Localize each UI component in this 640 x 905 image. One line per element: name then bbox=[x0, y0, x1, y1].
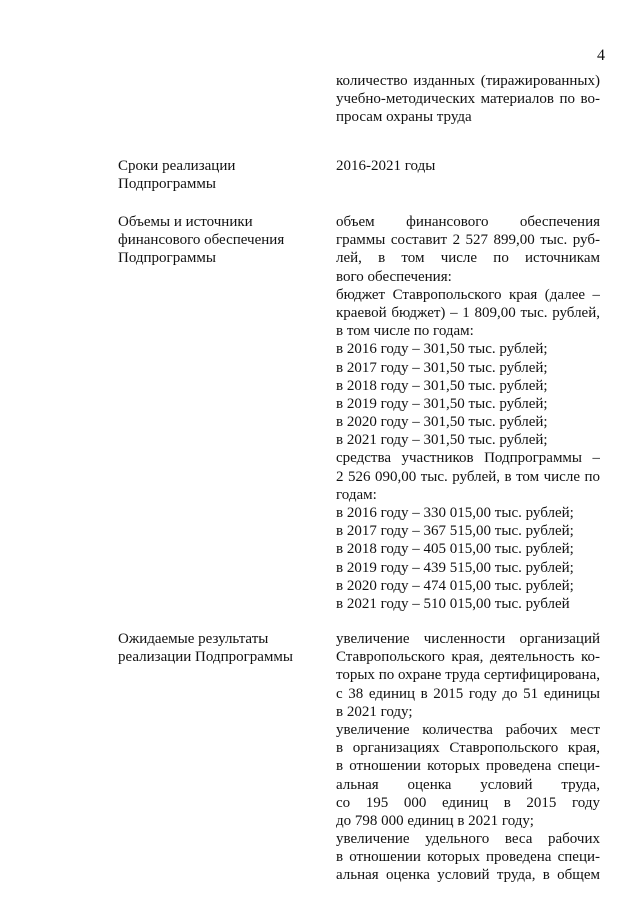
terms-label-line: Сроки реализации bbox=[118, 158, 236, 174]
funding-value bbox=[336, 213, 600, 613]
funding-value-line: граммы составит 2 527 899,00 тыс. руб- bbox=[336, 232, 600, 249]
funding-label-line: финансового обеспечения bbox=[118, 232, 285, 249]
results-label bbox=[118, 630, 308, 666]
results-value-line: торых по охране труда сертифицирована, bbox=[336, 667, 600, 684]
intro-line: учебно-методических материалов по во- bbox=[336, 91, 600, 108]
results-value-line: до 798 000 единиц в 2021 году; bbox=[336, 812, 534, 829]
funding-label bbox=[118, 213, 308, 268]
funding-year-line: в 2018 году – 405 015,00 тыс. рублей; bbox=[336, 541, 574, 558]
funding-year-line: в 2019 году – 301,50 тыс. рублей; bbox=[336, 395, 548, 412]
results-value-line: в отношении которых проведена специ- bbox=[336, 758, 600, 775]
funding-value-line: лей, в том числе по источникам bbox=[336, 250, 600, 267]
results-label-line: реализации Подпрограммы bbox=[118, 649, 293, 666]
results-value-line: в 2021 году; bbox=[336, 703, 413, 720]
results-value bbox=[336, 630, 600, 885]
funding-value-line: объем финансового обеспечения bbox=[336, 214, 600, 230]
funding-year-line: в 2021 году – 510 015,00 тыс. рублей bbox=[336, 595, 570, 612]
intro-text bbox=[336, 72, 600, 127]
results-value-line: в отношении которых проведена специ- bbox=[336, 849, 600, 866]
funding-value-line: бюджет Ставропольского края (далее – bbox=[336, 286, 600, 303]
funding-value-line: годам: bbox=[336, 486, 377, 503]
terms-label bbox=[118, 157, 308, 193]
funding-value-line: вого обеспечения: bbox=[336, 268, 452, 285]
funding-year-line: в 2019 году – 439 515,00 тыс. рублей; bbox=[336, 559, 574, 576]
funding-year-line: в 2016 году – 301,50 тыс. рублей; bbox=[336, 341, 548, 358]
terms-label-line: Подпрограммы bbox=[118, 176, 216, 193]
funding-label-line: Объемы и источники bbox=[118, 214, 253, 230]
funding-year-line: в 2020 году – 301,50 тыс. рублей; bbox=[336, 414, 548, 431]
intro-line: количество изданных (тиражированных) bbox=[336, 73, 600, 89]
results-value-line: с 38 единиц в 2015 году до 51 единицы bbox=[336, 685, 600, 702]
results-value-line: увеличение удельного веса рабочих bbox=[336, 831, 600, 848]
terms-value bbox=[336, 157, 600, 175]
funding-year-line: в 2021 году – 301,50 тыс. рублей; bbox=[336, 432, 548, 449]
funding-year-line: в 2018 году – 301,50 тыс. рублей; bbox=[336, 377, 548, 394]
results-value-line: альная оценка условий труда, bbox=[336, 776, 600, 793]
funding-year-line: в 2017 году – 367 515,00 тыс. рублей; bbox=[336, 523, 574, 540]
results-value-line: альная оценка условий труда, в общем bbox=[336, 867, 600, 884]
funding-label-line: Подпрограммы bbox=[118, 250, 216, 267]
results-value-line: увеличение численности организаций bbox=[336, 631, 600, 647]
results-value-line: в организациях Ставропольского края, bbox=[336, 740, 600, 757]
terms-value-line: 2016-2021 годы bbox=[336, 158, 436, 174]
funding-value-line: краевой бюджет) – 1 809,00 тыс. рублей, bbox=[336, 304, 600, 321]
funding-year-line: в 2017 году – 301,50 тыс. рублей; bbox=[336, 359, 548, 376]
funding-value-line: 2 526 090,00 тыс. рублей, в том числе по bbox=[336, 468, 600, 485]
results-value-line: увеличение количества рабочих мест bbox=[336, 721, 600, 738]
funding-year-line: в 2020 году – 474 015,00 тыс. рублей; bbox=[336, 577, 574, 594]
results-label-line: Ожидаемые результаты bbox=[118, 631, 269, 647]
funding-value-line: в том числе по годам: bbox=[336, 323, 474, 340]
results-value-line: Ставропольского края, деятельность ко- bbox=[336, 649, 600, 666]
page-number: 4 bbox=[597, 47, 605, 64]
intro-line: просам охраны труда bbox=[336, 109, 472, 126]
results-value-line: со 195 000 единиц в 2015 году bbox=[336, 794, 600, 811]
funding-value-line: средства участников Подпрограммы – bbox=[336, 450, 600, 467]
funding-year-line: в 2016 году – 330 015,00 тыс. рублей; bbox=[336, 505, 574, 521]
